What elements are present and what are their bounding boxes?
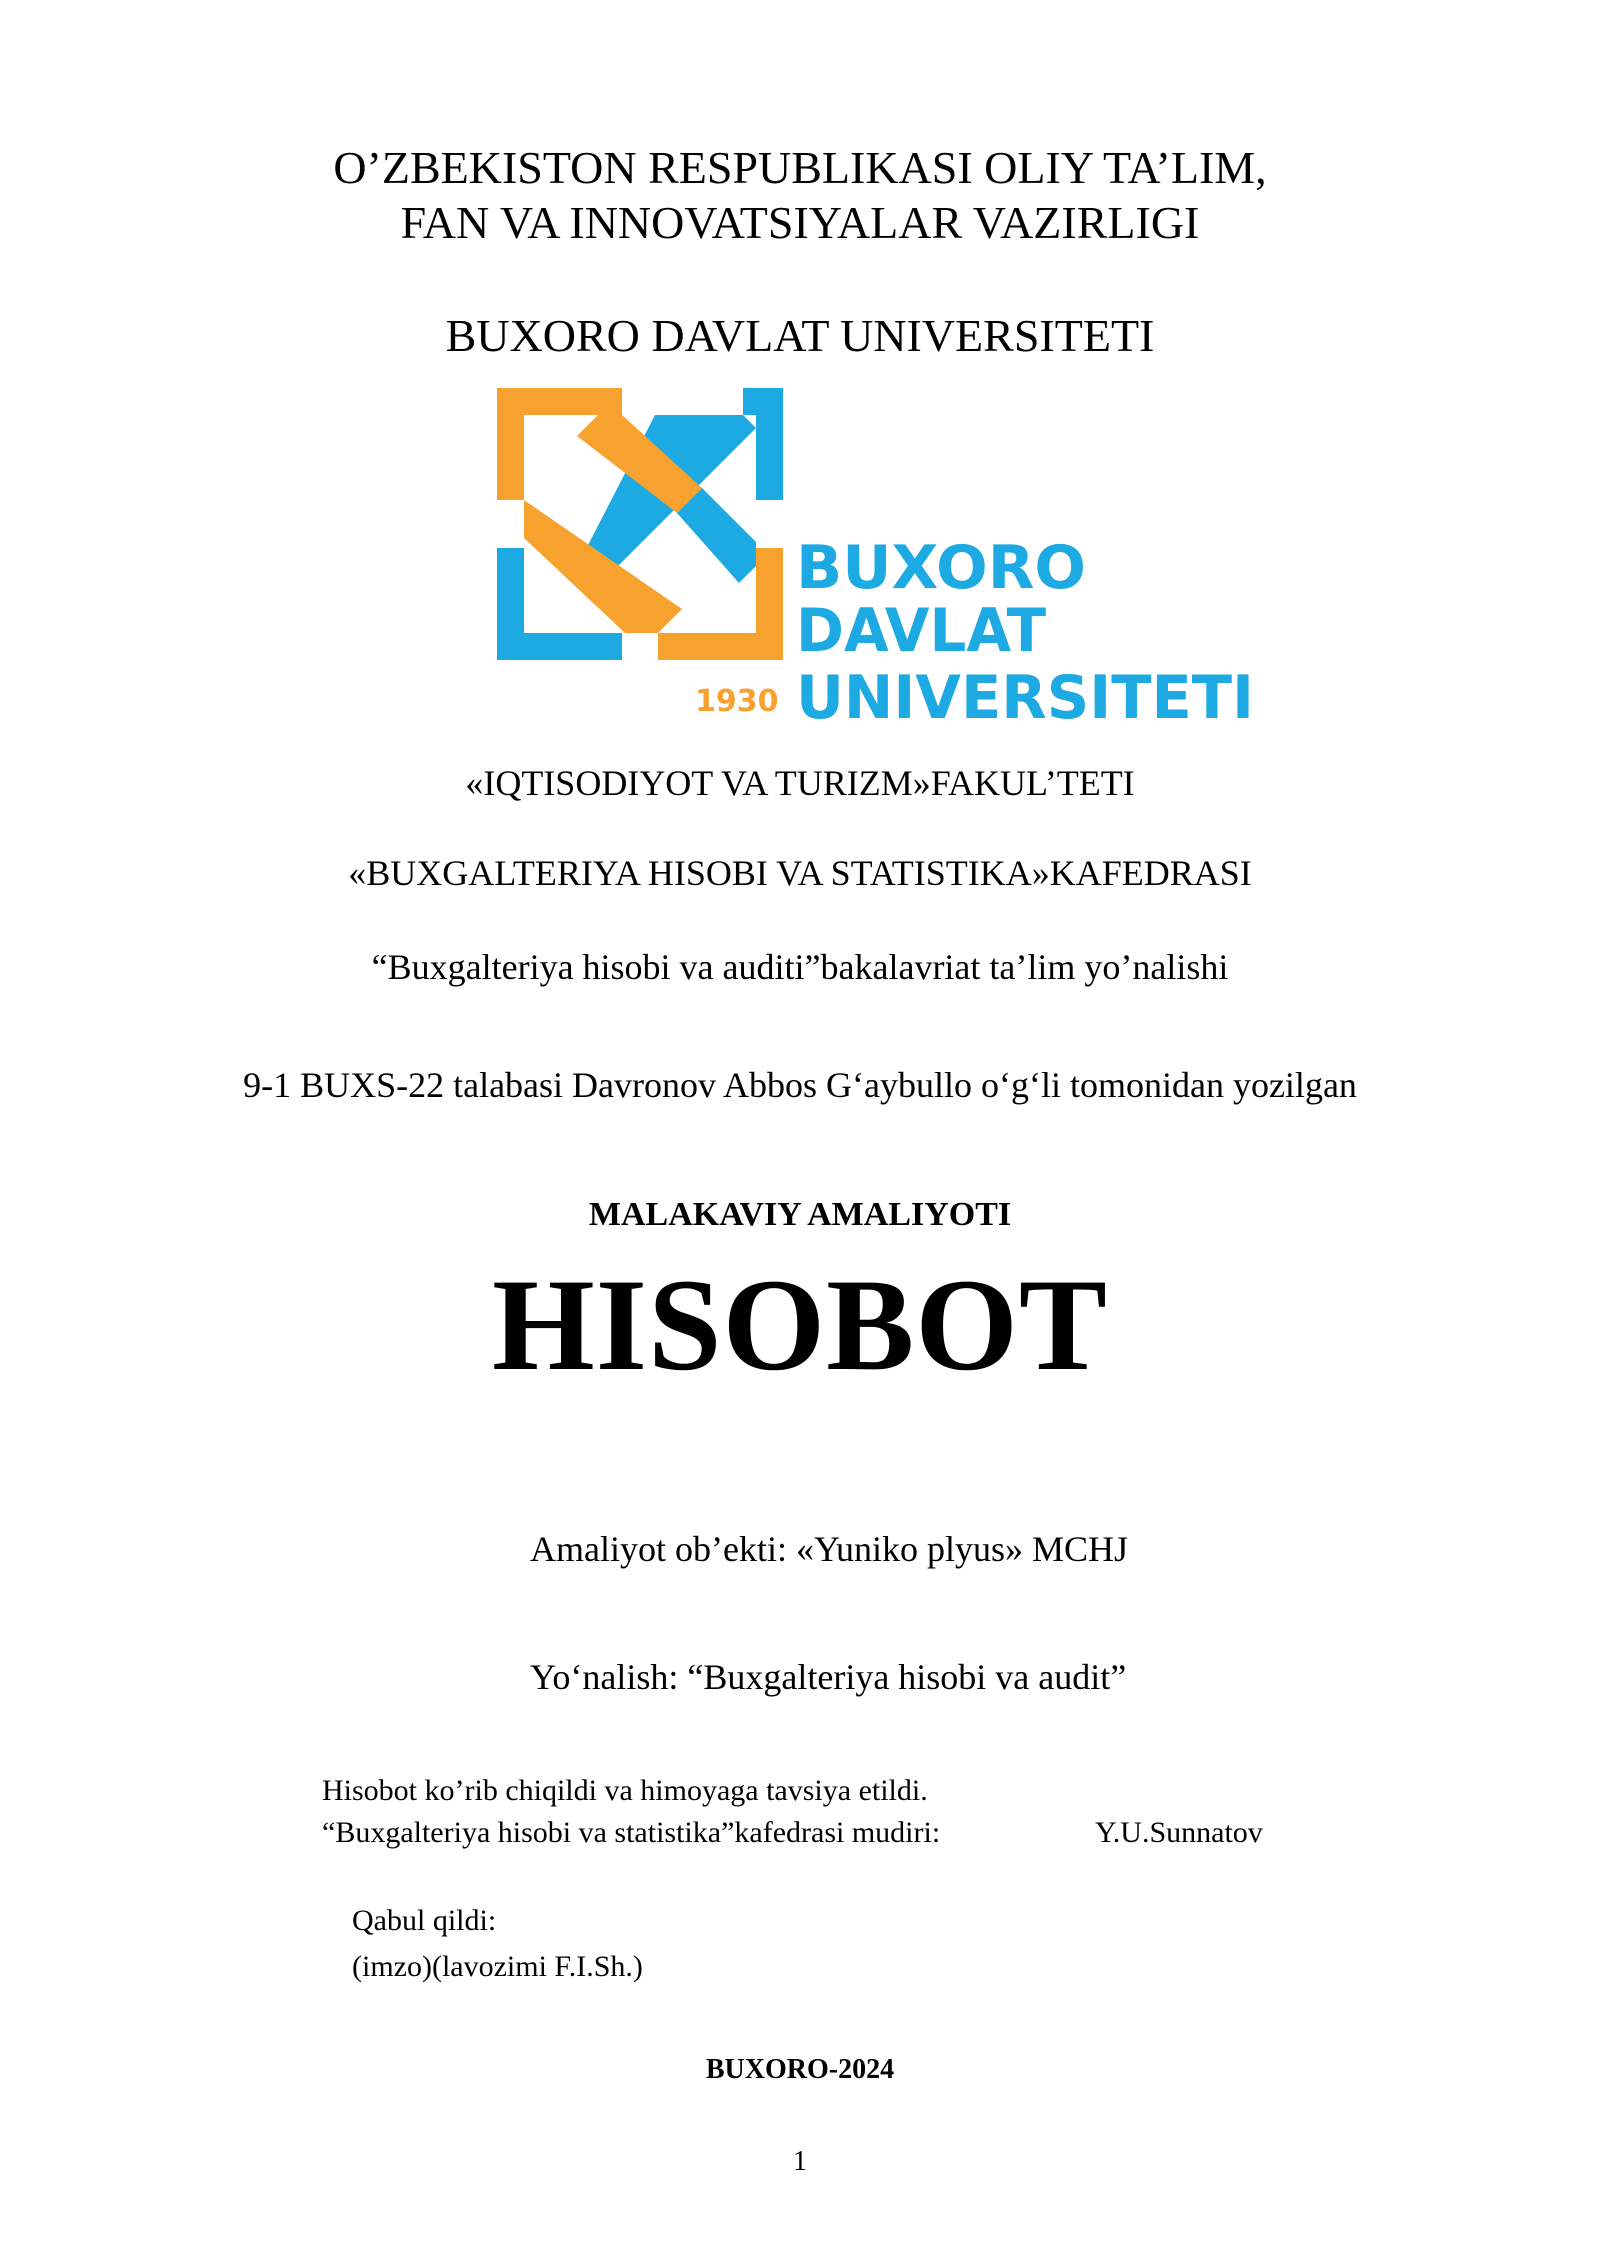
report-title: HISOBOT [492,1251,1108,1398]
program-name: “Buxgalteriya hisobi va auditi”bakalavriat ta’lim yo’nalishi [371,947,1229,987]
accepted-label: Qabul qildi: [352,1904,497,1937]
ministry-line-1: O’ZBEKISTON RESPUBLIKASI OLIY TA’LIM, [333,142,1267,193]
review-line-1: Hisobot ko’rib chiqildi va himoyaga tavsiya etildi. [322,1774,928,1807]
ministry-line-2: FAN VA INNOVATSIYALAR VAZIRLIGI [400,197,1200,248]
review-line-2: “Buxgalteriya hisobi va statistika”kafedrasi mudiri: [322,1816,941,1849]
signature-line: (imzo)(lavozimi F.I.Sh.) [352,1950,643,1983]
logo-emblem-icon [497,388,783,660]
city-year: BUXORO-2024 [705,2054,895,2085]
logo-line-3: UNIVERSITETI [796,663,1254,733]
logo-line-2: DAVLAT [796,596,1047,666]
university-logo [497,388,1257,733]
ministry-title [0,140,1600,250]
report-subtitle: MALAKAVIY AMALIYOTI [588,1196,1012,1233]
direction: Yo‘nalish: “Buxgalteriya hisobi va audit” [530,1657,1127,1697]
department-head-name: Y.U.Sunnatov [1095,1816,1263,1849]
practice-object: Amaliyot ob’ekti: «Yuniko plyus» MCHJ [530,1529,1129,1569]
department-name: «BUXGALTERIYA HISOBI VA STATISTIKA»KAFEDRASI [348,853,1252,893]
university-name: BUXORO DAVLAT UNIVERSITETI [445,310,1155,361]
page-number: 1 [793,2146,807,2177]
logo-year: 1930 [695,684,779,719]
faculty-name: «IQTISODIYOT VA TURIZM»FAKUL’TETI [465,763,1135,803]
logo-line-1: BUXORO [796,533,1086,603]
student-line: 9-1 BUXS-22 talabasi Davronov Abbos G‘aybullo o‘g‘li tomonidan yozilgan [243,1065,1357,1105]
